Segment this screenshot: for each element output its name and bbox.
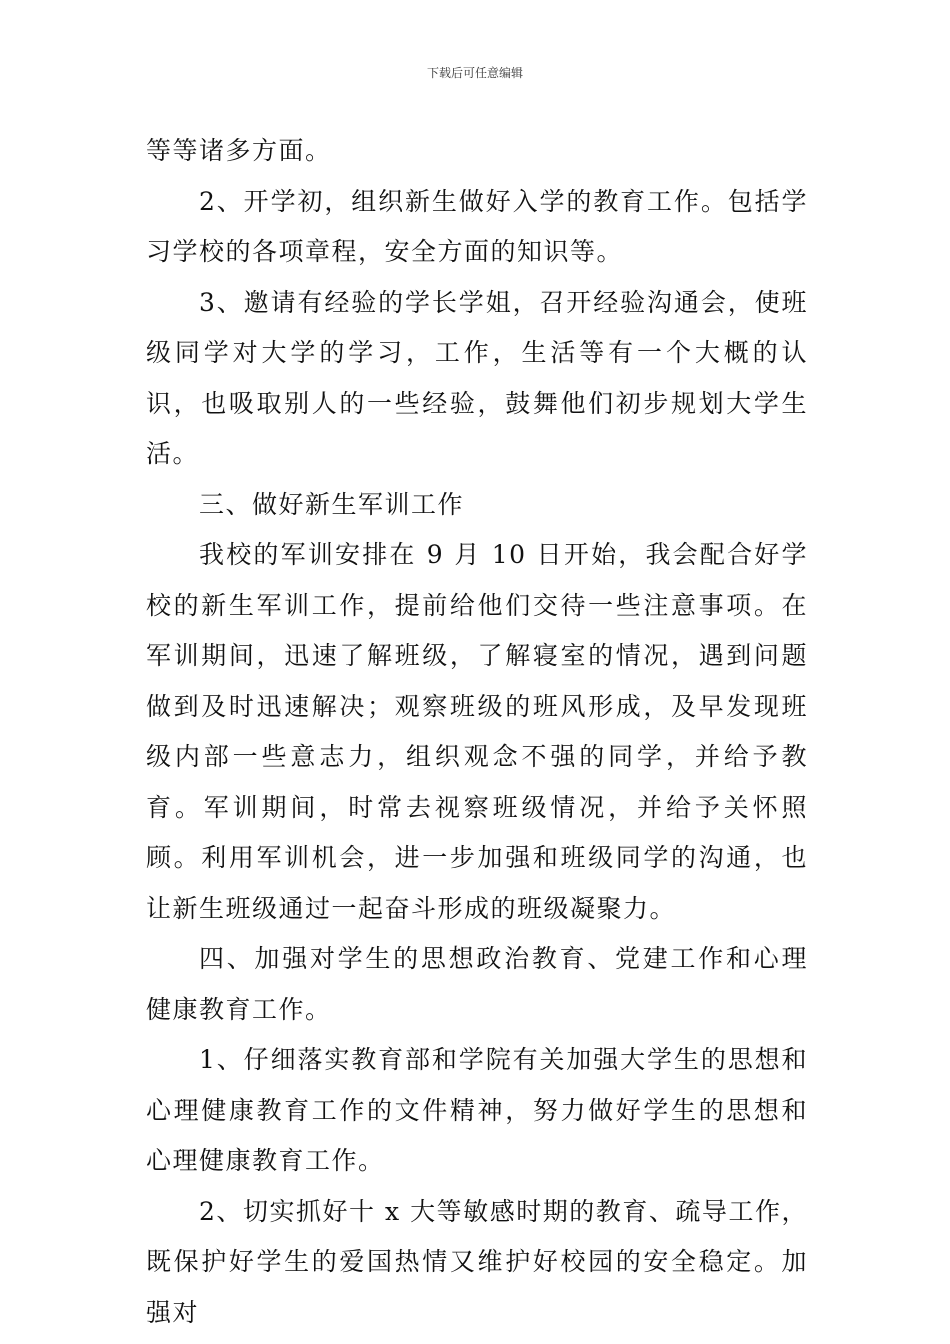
- paragraph: 2、切实抓好十 x 大等敏感时期的教育、疏导工作，既保护好学生的爱国热情又维护好校园的安全稳定。加强对: [146, 1196, 808, 1327]
- paragraph: 我校的军训安排在 9 月 10 日开始，我会配合好学校的新生军训工作，提前给他们交待一些注意事项。在军训期间，迅速了解班级，了解寝室的情况，遇到问题做到及时迅速解决；观察班级的班风形成，及早发现班级内部一些意志力，组织观念不强的同学，并给予教育。军训期间，时常去视察班级情况，并给予关怀照顾。利用军训机会，进一步加强和班级同学的沟通，也让新生班级通过一起奋斗形成的班级凝聚力。: [146, 540, 808, 923]
- paragraph: 3、邀请有经验的学长学姐，召开经验沟通会，使班级同学对大学的学习，工作，生活等有一个大概的认识，也吸取别人的一些经验，鼓舞他们初步规划大学生活。: [146, 287, 808, 468]
- section-heading: 四、加强对学生的思想政治教育、党建工作和心理健康教育工作。: [146, 944, 808, 1024]
- document-body: [146, 126, 808, 1338]
- page-header: 下载后可任意编辑: [426, 66, 523, 80]
- paragraph: 2、开学初，组织新生做好入学的教育工作。包括学习学校的各项章程，安全方面的知识等。: [146, 186, 808, 266]
- paragraph: 1、仔细落实教育部和学院有关加强大学生的思想和心理健康教育工作的文件精神，努力做好学生的思想和心理健康教育工作。: [146, 1045, 808, 1175]
- section-heading: 三、做好新生军训工作: [199, 489, 465, 519]
- paragraph: 等等诸多方面。: [146, 136, 332, 165]
